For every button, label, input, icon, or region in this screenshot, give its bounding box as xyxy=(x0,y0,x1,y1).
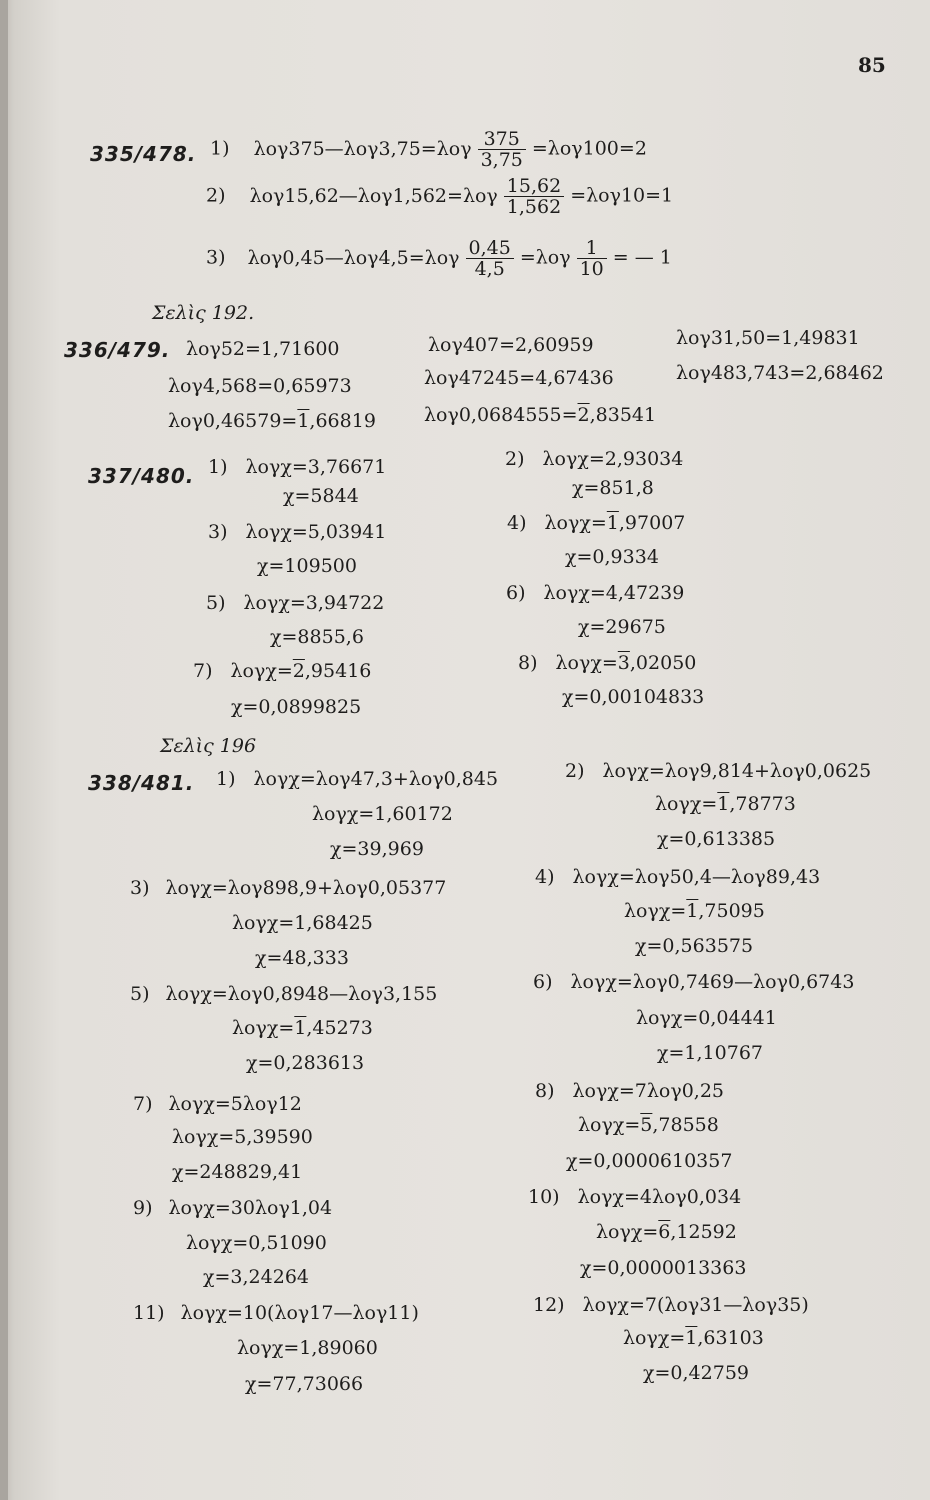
bar-characteristic: 2 xyxy=(577,404,590,426)
ex337-item-6-result: χ=29675 xyxy=(578,616,666,638)
ex338-item-7: 7) λογχ=5λογ12 xyxy=(133,1093,302,1115)
page-spine-shadow xyxy=(0,0,8,1500)
ex338-item-12-log: λογχ=1,63103 xyxy=(623,1327,764,1349)
denominator: 4,5 xyxy=(474,258,505,280)
ex338-item-2-result: χ=0,613385 xyxy=(657,828,776,850)
log-value: λογ31,50=1,49831 xyxy=(676,327,860,349)
fraction xyxy=(466,238,514,279)
ex337-item-2-result: χ=851,8 xyxy=(572,477,654,499)
ex337-item-1-result: χ=5844 xyxy=(283,485,359,507)
ex338-item-4: 4) λογχ=λογ50,4—λογ89,43 xyxy=(535,866,821,888)
ex338-item-8-result: χ=0,0000610357 xyxy=(566,1150,733,1172)
expression: λογ0,45—λογ4,5=λογ xyxy=(247,246,460,269)
ex338-item-4-result: χ=0,563575 xyxy=(635,935,754,957)
ex338-item-10: 10) λογχ=4λογ0,034 xyxy=(528,1186,742,1208)
ex338-item-2: 2) λογχ=λογ9,814+λογ0,0625 xyxy=(565,760,872,782)
ex337-item-8-result: χ=0,00104833 xyxy=(562,686,705,708)
ex338-item-3: 3) λογχ=λογ898,9+λογ0,05377 xyxy=(130,877,447,899)
numerator: 15,62 xyxy=(504,176,564,197)
ex337-item-7: 7) λογχ=2,95416 xyxy=(193,660,372,682)
ex337-item-8: 8) λογχ=3,02050 xyxy=(518,652,697,674)
ex338-item-6: 6) λογχ=λογ0,7469—λογ0,6743 xyxy=(533,971,855,993)
ex338-item-12-result: χ=0,42759 xyxy=(643,1362,750,1384)
ex337-item-7-result: χ=0,0899825 xyxy=(231,696,362,718)
ex338-item-1: 1) λογχ=λογ47,3+λογ0,845 xyxy=(216,768,499,790)
result: =λογ10=1 xyxy=(570,184,674,207)
log-value: λογ4,568=0,65973 xyxy=(168,375,352,397)
ex338-item-8: 8) λογχ=7λογ0,25 xyxy=(535,1080,725,1102)
log-value: λογ47245=4,67436 xyxy=(424,367,614,389)
fraction xyxy=(504,176,564,217)
fraction xyxy=(577,238,607,279)
ex338-item-10-log: λογχ=6,12592 xyxy=(596,1221,737,1243)
ex338-item-7-result: χ=248829,41 xyxy=(172,1161,303,1183)
section-heading-196: Σελὶς 196 xyxy=(160,735,257,757)
ex338-item-11-result: χ=77,73066 xyxy=(245,1373,364,1395)
exercise-label-335: 335/478. xyxy=(90,142,197,166)
denominator: 1,562 xyxy=(506,196,562,218)
denominator: 3,75 xyxy=(480,149,523,171)
numerator: 0,45 xyxy=(466,238,514,259)
ex338-item-1-result: χ=39,969 xyxy=(330,838,424,860)
ex337-item-4-result: χ=0,9334 xyxy=(565,546,659,568)
ex338-item-12: 12) λογχ=7(λογ31—λογ35) xyxy=(533,1294,809,1316)
item-number: 3) xyxy=(206,246,226,269)
result: = — 1 xyxy=(612,246,672,269)
ex335-line-2 xyxy=(206,176,673,217)
ex338-item-4-log: λογχ=1,75095 xyxy=(624,900,765,922)
ex338-item-6-result: χ=1,10767 xyxy=(657,1042,764,1064)
bar-characteristic: 1 xyxy=(297,410,310,432)
expression: λογ375—λογ3,75=λογ xyxy=(253,137,472,160)
ex338-item-6-log: λογχ=0,04441 xyxy=(636,1007,777,1029)
numerator: 375 xyxy=(478,129,526,150)
ex337-item-3-result: χ=109500 xyxy=(257,555,357,577)
log-value: λογ0,0684555=2,83541 xyxy=(424,404,657,426)
ex338-item-9-result: χ=3,24264 xyxy=(203,1266,310,1288)
log-value: λογ0,46579=1,66819 xyxy=(168,410,376,432)
result: =λογ100=2 xyxy=(531,137,647,160)
ex338-item-5: 5) λογχ=λογ0,8948—λογ3,155 xyxy=(130,983,438,1005)
ex338-item-5-log: λογχ=1,45273 xyxy=(232,1017,373,1039)
ex337-item-4: 4) λογχ=1,97007 xyxy=(507,512,686,534)
item-number: 1) xyxy=(210,137,230,160)
ex337-item-2: 2) λογχ=2,93034 xyxy=(505,448,684,470)
ex338-item-1-log: λογχ=1,60172 xyxy=(312,803,453,825)
item-number: 2) xyxy=(206,184,226,207)
expression-mid: =λογ xyxy=(519,246,571,269)
log-value: λογ483,743=2,68462 xyxy=(676,362,884,384)
ex338-item-2-log: λογχ=1,78773 xyxy=(655,793,796,815)
ex335-line-1 xyxy=(210,129,647,170)
numerator: 1 xyxy=(577,238,607,259)
ex338-item-11: 11) λογχ=10(λογ17—λογ11) xyxy=(133,1302,419,1324)
exercise-label-337: 337/480. xyxy=(88,464,195,488)
ex338-item-3-result: χ=48,333 xyxy=(255,947,349,969)
expression: λογ15,62—λογ1,562=λογ xyxy=(249,184,498,207)
page-number: 85 xyxy=(858,53,886,77)
ex338-item-7-log: λογχ=5,39590 xyxy=(172,1126,313,1148)
log-value: λογ52=1,71600 xyxy=(186,338,340,360)
ex338-item-3-log: λογχ=1,68425 xyxy=(232,912,373,934)
ex338-item-8-log: λογχ=5,78558 xyxy=(578,1114,719,1136)
section-heading-192: Σελὶς 192. xyxy=(152,302,255,324)
ex337-item-5-result: χ=8855,6 xyxy=(270,626,364,648)
ex337-item-5: 5) λογχ=3,94722 xyxy=(206,592,385,614)
exercise-label-338: 338/481. xyxy=(88,771,195,795)
ex338-item-11-log: λογχ=1,89060 xyxy=(237,1337,378,1359)
ex338-item-9: 9) λογχ=30λογ1,04 xyxy=(133,1197,333,1219)
ex338-item-9-log: λογχ=0,51090 xyxy=(186,1232,327,1254)
ex337-item-6: 6) λογχ=4,47239 xyxy=(506,582,685,604)
ex335-line-3 xyxy=(206,238,672,279)
denominator: 10 xyxy=(579,258,604,280)
exercise-label-336: 336/479. xyxy=(64,338,171,362)
ex337-item-1: 1) λογχ=3,76671 xyxy=(208,456,387,478)
log-value: λογ407=2,60959 xyxy=(428,334,594,356)
fraction xyxy=(478,129,526,170)
ex337-item-3: 3) λογχ=5,03941 xyxy=(208,521,387,543)
ex338-item-5-result: χ=0,283613 xyxy=(246,1052,365,1074)
ex338-item-10-result: χ=0,0000013363 xyxy=(580,1257,747,1279)
